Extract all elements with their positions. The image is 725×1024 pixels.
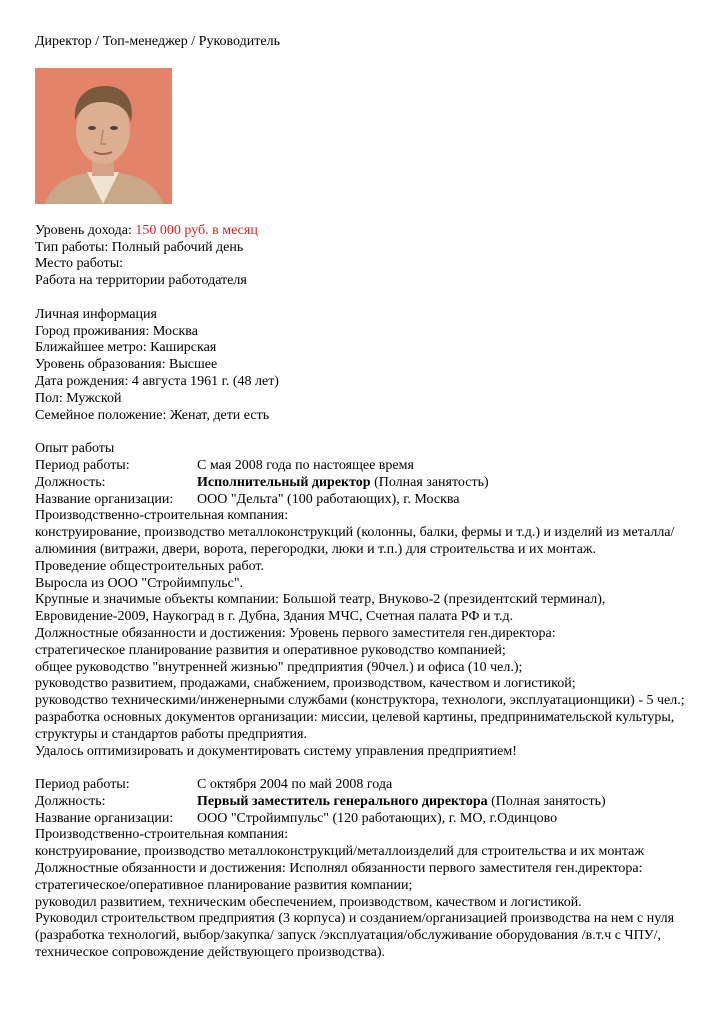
job-entry xyxy=(35,777,690,962)
resume-title: Директор / Топ-менеджер / Руководитель xyxy=(35,34,280,49)
job-period-value: С октября 2004 по май 2008 года xyxy=(197,777,393,793)
job-position-label: Должность: xyxy=(35,474,106,490)
job-employment-type: (Полная занятость) xyxy=(487,793,606,809)
job-org-label: Название организации: xyxy=(35,810,174,826)
personal-line: Город проживания: Москва xyxy=(35,323,198,339)
job-description: конструирование, производство металлоконструкций/металлоизделий для строительства и их монтаж xyxy=(35,844,645,860)
job-period-row xyxy=(35,777,690,794)
job-description: Должностные обязанности и достижения: Исполнял обязанности первого заместителя ген.директора: xyxy=(35,861,643,877)
job-description: разработка основных документов организации: миссии, целевой картины, предпринимательской культуры, структуры и стандартов работы предприятия. xyxy=(35,709,675,742)
income-value: 150 000 руб. в месяц xyxy=(135,222,258,238)
job-description: Проведение общестроительных работ. xyxy=(35,558,264,574)
job-entry xyxy=(35,458,690,760)
job-org-row xyxy=(35,492,690,509)
job-description: руководство развитием, продажами, снабжением, производством, качеством и логистикой; xyxy=(35,676,576,692)
job-period-label: Период работы: xyxy=(35,777,130,793)
job-period-row xyxy=(35,458,690,475)
income-label: Уровень дохода: xyxy=(35,222,136,238)
personal-line: Уровень образования: Высшее xyxy=(35,357,218,373)
work-type: Тип работы: Полный рабочий день xyxy=(35,239,244,255)
job-org-label: Название организации: xyxy=(35,491,174,507)
job-position-label: Должность: xyxy=(35,793,106,809)
job-position-title: Первый заместитель генерального директора xyxy=(197,793,488,809)
income-line xyxy=(35,223,690,240)
job-description: общее руководство "внутренней жизнью" предприятия (90чел.) и офиса (10 чел.); xyxy=(35,659,523,675)
job-description: Руководил строительством предприятия (3 корпуса) и созданием/организацией производства на нем с нуля (разработка технологий, выбор/закупка/ запуск /эксплуатация/обслуживание оборудования /в.т.ч с ЧПУ/, техническое сопровождение действующего производства). xyxy=(35,911,675,961)
job-description: руководство техническими/инженерными службами (конструктора, технологи, эксплуатационщики) - 5 чел.; xyxy=(35,693,685,709)
job-position-title: Исполнительный директор xyxy=(197,474,371,490)
job-description: стратегическое/оперативное планирование развития компании; xyxy=(35,877,413,893)
experience-heading: Опыт работы xyxy=(35,441,115,457)
job-description: Должностные обязанности и достижения: Уровень первого заместителя ген.директора: xyxy=(35,625,556,641)
job-org-row xyxy=(35,811,690,828)
job-description: Удалось оптимизировать и документировать систему управления предприятием! xyxy=(35,743,517,759)
job-position-value xyxy=(197,794,606,811)
resume-page xyxy=(35,34,690,962)
job-period-label: Период работы: xyxy=(35,457,130,473)
job-position-row xyxy=(35,794,690,811)
work-place-label: Место работы: xyxy=(35,256,124,272)
candidate-photo xyxy=(35,68,172,204)
job-position-value xyxy=(197,475,489,492)
job-position-row xyxy=(35,475,690,492)
job-description: Производственно-строительная компания: xyxy=(35,508,289,524)
job-period-value: С мая 2008 года по настоящее время xyxy=(197,457,414,473)
personal-line: Пол: Мужской xyxy=(35,390,122,406)
personal-line: Дата рождения: 4 августа 1961 г. (48 лет) xyxy=(35,373,279,389)
job-employment-type: (Полная занятость) xyxy=(370,474,489,490)
job-org-value: ООО "Дельта" (100 работающих), г. Москва xyxy=(197,491,460,507)
job-description: руководил развитием, техническим обеспечением, производством, качеством и логистикой. xyxy=(35,894,582,910)
personal-line: Ближайшее метро: Каширская xyxy=(35,340,217,356)
portrait-image xyxy=(35,68,172,204)
personal-heading: Личная информация xyxy=(35,306,157,322)
job-description: Производственно-строительная компания: xyxy=(35,827,289,843)
job-description: стратегическое планирование развития и оперативное руководство компанией; xyxy=(35,642,506,658)
job-org-value: ООО "Стройимпульс" (120 работающих), г. МО, г.Одинцово xyxy=(197,810,558,826)
work-place-value: Работа на территории работодателя xyxy=(35,273,247,289)
job-description: Выросла из ООО "Стройимпульс". xyxy=(35,575,244,591)
job-description: конструирование, производство металлоконструкций (колонны, балки, фермы и т.д.) и изделий из металла/алюминия (витражи, двери, ворота, перегородки, люки и т.п.) для строительства и их монтаж. xyxy=(35,525,675,557)
personal-line: Семейное положение: Женат, дети есть xyxy=(35,407,270,423)
job-description: Крупные и значимые объекты компании: Большой театр, Внуково-2 (президентский терминал), Евровидение-2009, Наукоград в г. Дубна, Здания МЧС, Счетная палата РФ и т.д. xyxy=(35,592,606,625)
